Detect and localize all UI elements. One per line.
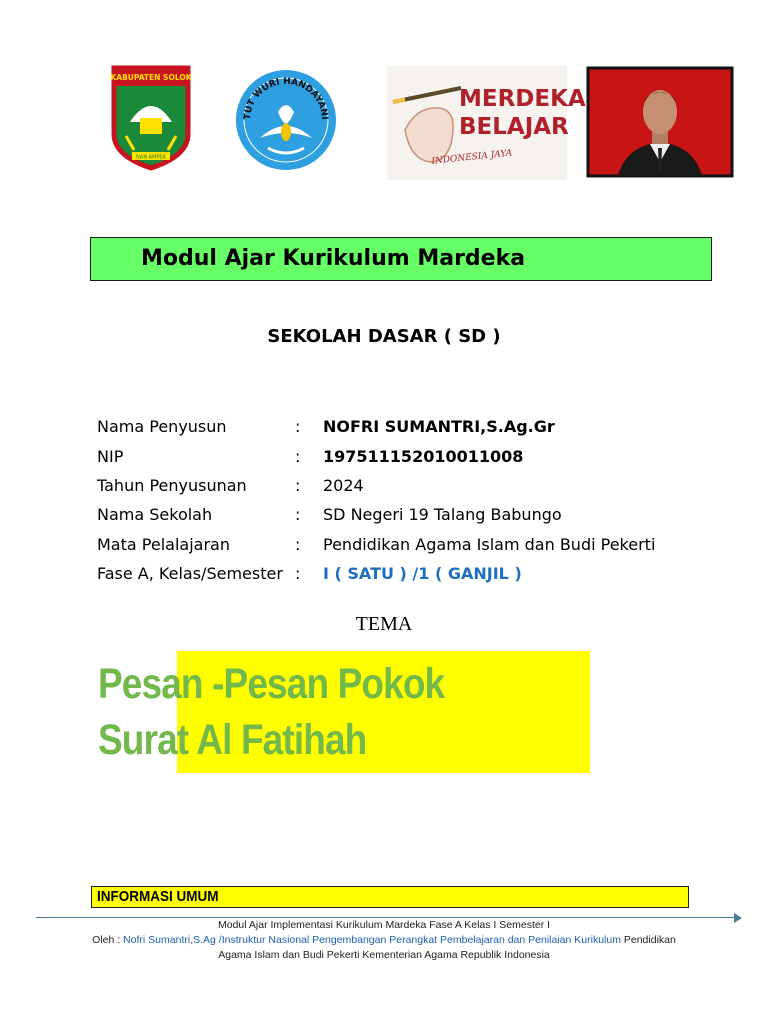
module-title: Modul Ajar Kurikulum Mardeka	[141, 246, 526, 271]
footer-suffix: Pendidikan	[620, 934, 676, 946]
merdeka-logo-line1: MERDEKA	[459, 86, 586, 112]
tutwuri-logo-text: TUT WURI HANDAYANI	[242, 76, 330, 121]
info-value-nip: 197511152010011008	[323, 447, 524, 466]
footer-author: Nofri Sumantri,S.Ag /Instruktur Nasional Pengembangan Perangkat Pembelajaran dan Penilaian Kurikulum	[123, 934, 621, 946]
module-title-box	[90, 237, 712, 281]
info-value-phase: I ( SATU ) /1 ( GANJIL )	[323, 564, 522, 583]
footer-divider	[36, 917, 736, 918]
tut-wuri-handayani-logo	[234, 68, 338, 172]
section-heading-box	[91, 886, 689, 908]
info-label: Nama Sekolah	[97, 505, 213, 524]
info-value-author: NOFRI SUMANTRI,S.Ag.Gr	[323, 417, 555, 436]
tema-label: TEMA	[355, 613, 413, 635]
info-colon: :	[295, 417, 301, 436]
kabupaten-solok-logo	[110, 64, 192, 170]
info-label: Mata Pelalajaran	[97, 535, 230, 554]
merdeka-logo-line3: INDONESIA JAYA	[430, 148, 513, 167]
info-label: NIP	[97, 447, 124, 466]
solok-logo-text: KABUPATEN SOLOK	[110, 73, 192, 82]
info-label: Tahun Penyusunan	[97, 476, 247, 495]
solok-logo-motto: NAN AMPEK	[136, 154, 166, 161]
merdeka-logo-line2: BELAJAR	[459, 114, 569, 140]
info-colon: :	[295, 564, 301, 583]
info-colon: :	[295, 476, 301, 495]
footer-line-1: Modul Ajar Implementasi Kurikulum Mardeka Fase A Kelas I Semester I	[217, 919, 551, 931]
info-colon: :	[295, 505, 301, 524]
footer-line-2	[0, 934, 768, 946]
theme-line-2: Surat Al Fatihah	[98, 716, 367, 764]
footer-line-3: Agama Islam dan Budi Pekerti Kementerian Agama Republik Indonesia	[218, 949, 550, 961]
merdeka-belajar-logo	[387, 66, 586, 180]
section-heading: INFORMASI UMUM	[97, 888, 219, 905]
info-value-school: SD Negeri 19 Talang Babungo	[323, 505, 562, 524]
theme-line-1: Pesan -Pesan Pokok	[98, 660, 445, 708]
info-value-year: 2024	[323, 476, 364, 495]
school-level: SEKOLAH DASAR ( SD )	[267, 326, 501, 347]
info-colon: :	[295, 447, 301, 466]
info-colon: :	[295, 535, 301, 554]
info-value-subject: Pendidikan Agama Islam dan Budi Pekerti	[323, 535, 656, 554]
author-photo	[588, 68, 732, 176]
footer-prefix: Oleh :	[92, 934, 124, 946]
info-label: Fase A, Kelas/Semester	[97, 564, 283, 583]
info-label: Nama Penyusun	[97, 417, 227, 436]
